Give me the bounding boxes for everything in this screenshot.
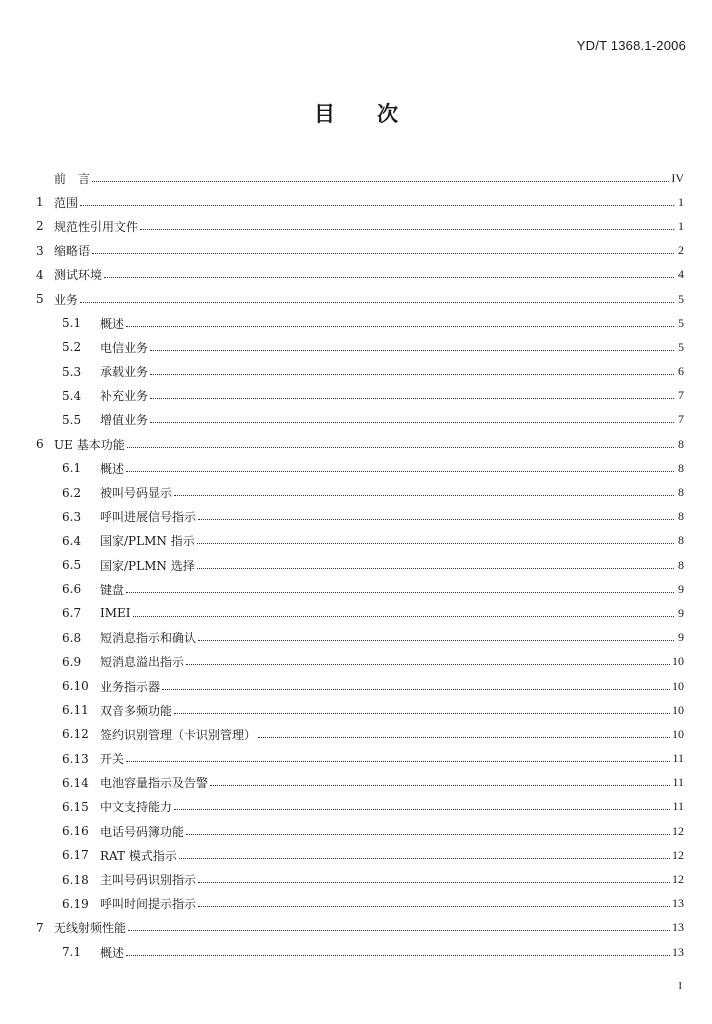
toc-entry-page: 11 (672, 775, 684, 790)
toc-entry-number: 6.7 (62, 606, 82, 621)
toc-entry (36, 505, 684, 529)
toc-entry-title: IMEI (100, 606, 131, 621)
dot-leader (186, 834, 670, 835)
toc-entry (36, 771, 684, 795)
toc-entry-title: 概述 (100, 945, 125, 960)
toc-entry-title: 测试环境 (54, 268, 103, 283)
toc-entry (36, 698, 684, 722)
dot-leader (126, 471, 674, 472)
toc-entry (36, 529, 684, 553)
toc-entry-number: 5.5 (62, 412, 82, 427)
toc-entry-page: 10 (672, 678, 684, 693)
toc-entry (36, 867, 684, 891)
toc-entry (36, 577, 684, 601)
toc-entry-title: 补充业务 (100, 389, 149, 404)
toc-entry (36, 819, 684, 843)
toc-entry-number: 6.16 (62, 824, 89, 839)
toc-entry (36, 190, 684, 214)
toc-entry (36, 940, 684, 964)
toc-entry-page: 4 (678, 267, 684, 282)
toc-entry (36, 360, 684, 384)
dot-leader (198, 906, 670, 907)
toc-entry (36, 553, 684, 577)
dot-leader (133, 616, 674, 617)
toc-entry-title: 前 言 (54, 171, 91, 186)
toc-entry-page: 8 (678, 509, 684, 524)
toc-entry-title: 概述 (100, 316, 125, 331)
toc-entry-page: 9 (678, 630, 684, 645)
toc-entry-page: 10 (672, 726, 684, 741)
toc-entry-page: 8 (678, 485, 684, 500)
toc-entry-page: 1 (678, 218, 684, 233)
toc-entry-number: 6 (36, 437, 44, 452)
toc-entry-page: 9 (678, 605, 684, 620)
dot-leader (128, 930, 670, 931)
toc-entry-number: 5.2 (62, 340, 82, 355)
dot-leader (210, 785, 670, 786)
toc-entry-page: 7 (678, 412, 684, 427)
toc-entry (36, 432, 684, 456)
dot-leader (174, 809, 670, 810)
toc-entry-title: 开关 (100, 752, 125, 767)
toc-entry-page: 13 (672, 920, 684, 935)
dot-leader (126, 955, 670, 956)
toc-entry-title: 无线射频性能 (54, 921, 127, 936)
toc-entry-title: 双音多频功能 (100, 703, 173, 718)
toc-entry-number: 6.4 (62, 533, 82, 548)
dot-leader (198, 882, 670, 883)
dot-leader (92, 253, 674, 254)
toc-entry-page: 1 (678, 194, 684, 209)
dot-leader (198, 519, 674, 520)
toc-entry (36, 456, 684, 480)
toc-entry-title: 业务 (54, 292, 79, 307)
toc-entry-number: 4 (36, 267, 44, 282)
toc-entry-page: 8 (678, 436, 684, 451)
toc-entry-title: 签约识别管理（卡识别管理） (100, 727, 257, 742)
dot-leader (174, 713, 670, 714)
dot-leader (174, 495, 674, 496)
toc-entry (36, 239, 684, 263)
toc-entry-title: 电话号码簿功能 (100, 824, 185, 839)
toc-entry-title: 缩略语 (54, 244, 91, 259)
toc-entry-page: 2 (678, 243, 684, 258)
dot-leader (80, 302, 674, 303)
toc-entry-page: 8 (678, 557, 684, 572)
toc-entry-page: 5 (678, 339, 684, 354)
toc-entry-number: 6.18 (62, 872, 89, 887)
toc-entry-title: UE 基本功能 (54, 437, 125, 452)
standard-code: YD/T 1368.1-2006 (576, 38, 686, 53)
toc-entry-title: 业务指示器 (100, 679, 161, 694)
toc-entry (36, 384, 684, 408)
dot-leader (126, 326, 674, 327)
toc-entry (36, 674, 684, 698)
toc-entry (36, 795, 684, 819)
toc-entry (36, 335, 684, 359)
dot-leader (150, 350, 674, 351)
toc-entry-page: 12 (672, 847, 684, 862)
dot-leader (140, 229, 674, 230)
dot-leader (186, 664, 670, 665)
toc-entry-number: 6.6 (62, 582, 82, 597)
toc-entry (36, 601, 684, 625)
toc-entry (36, 166, 684, 190)
toc-entry-title: 电池容量指示及告警 (100, 776, 209, 791)
toc-entry (36, 843, 684, 867)
toc-entry-title: RAT 模式指示 (100, 848, 177, 863)
dot-leader (80, 205, 674, 206)
toc-entry-title: 呼叫进展信号指示 (100, 510, 197, 525)
toc-entry-number: 6.2 (62, 485, 82, 500)
toc-entry-number: 3 (36, 243, 44, 258)
toc-entry-title: 电信业务 (100, 340, 149, 355)
toc-entry (36, 892, 684, 916)
dot-leader (197, 568, 674, 569)
toc-entry-number: 5.4 (62, 388, 82, 403)
toc-entry-number: 6.17 (62, 848, 89, 863)
toc-entry (36, 311, 684, 335)
toc-entry-title: 范围 (54, 195, 79, 210)
toc-entry-title: 国家/PLMN 指示 (100, 534, 195, 549)
toc-entry-title: 承载业务 (100, 365, 149, 380)
toc-entry-page: 11 (672, 751, 684, 766)
toc-entry-number: 6.15 (62, 799, 89, 814)
toc-entry-number: 1 (36, 195, 44, 210)
toc-entry-title: 呼叫时间提示指示 (100, 897, 197, 912)
toc-entry-page: 12 (672, 872, 684, 887)
toc-entry (36, 722, 684, 746)
toc-entry (36, 287, 684, 311)
toc-entry-number: 6.8 (62, 630, 82, 645)
toc-entry-page: 6 (678, 364, 684, 379)
toc-entry-page: 13 (672, 896, 684, 911)
toc-entry (36, 408, 684, 432)
toc-entry (36, 650, 684, 674)
dot-leader (150, 422, 674, 423)
toc-entry-page: 10 (672, 702, 684, 717)
toc-entry-number: 6.12 (62, 727, 89, 742)
toc-entry-title: 国家/PLMN 选择 (100, 558, 195, 573)
toc-entry-page: 5 (678, 315, 684, 330)
dot-leader (258, 737, 670, 738)
toc-entry-page: 11 (672, 799, 684, 814)
toc-entry-page: 5 (678, 291, 684, 306)
toc-entry-title: 被叫号码显示 (100, 486, 173, 501)
toc-entry-number: 7 (36, 920, 44, 935)
dot-leader (197, 543, 674, 544)
dot-leader (198, 640, 674, 641)
toc-entry-number: 6.10 (62, 679, 89, 694)
toc-entry-number: 5.1 (62, 316, 82, 331)
toc-entry-number: 6.11 (62, 703, 89, 718)
toc-entry-title: 短消息溢出指示 (100, 655, 185, 670)
toc-entry-title: 中文支持能力 (100, 800, 173, 815)
toc-entry-page: IV (671, 170, 684, 185)
dot-leader (92, 181, 669, 182)
dot-leader (126, 761, 670, 762)
dot-leader (127, 447, 674, 448)
toc-entry-number: 6.19 (62, 896, 89, 911)
toc-entry-page: 7 (678, 388, 684, 403)
dot-leader (104, 277, 674, 278)
page-title: 目 次 (314, 102, 398, 126)
toc-entry-number: 6.5 (62, 558, 82, 573)
toc-entry-page: 10 (672, 654, 684, 669)
toc-entry-number: 5.3 (62, 364, 82, 379)
toc-entry-number: 5 (36, 292, 44, 307)
toc-entry-title: 概述 (100, 461, 125, 476)
toc-entry (36, 480, 684, 504)
toc-entry-title: 键盘 (100, 582, 125, 597)
toc-entry (36, 916, 684, 940)
dot-leader (162, 689, 670, 690)
dot-leader (150, 374, 674, 375)
toc-entry-number: 6.14 (62, 775, 89, 790)
toc-entry-number: 2 (36, 219, 44, 234)
toc-entry-title: 增值业务 (100, 413, 149, 428)
dot-leader (150, 398, 674, 399)
toc-entry-number: 7.1 (62, 945, 82, 960)
toc-entry-number: 6.13 (62, 751, 89, 766)
toc-entry-page: 8 (678, 460, 684, 475)
toc-entry (36, 747, 684, 771)
toc-entry-number: 6.3 (62, 509, 82, 524)
toc-entry (36, 626, 684, 650)
dot-leader (179, 858, 670, 859)
toc-entry-title: 规范性引用文件 (54, 219, 139, 234)
toc-entry-title: 短消息指示和确认 (100, 631, 197, 646)
toc-entry-title: 主叫号码识别指示 (100, 873, 197, 888)
page-number: I (678, 980, 682, 992)
toc-entry-number: 6.9 (62, 654, 82, 669)
toc-entry-page: 9 (678, 581, 684, 596)
toc-entry-number: 6.1 (62, 461, 82, 476)
dot-leader (126, 592, 674, 593)
toc-entry-page: 8 (678, 533, 684, 548)
table-of-contents (36, 166, 684, 964)
toc-entry-page: 12 (672, 823, 684, 838)
toc-entry (36, 263, 684, 287)
toc-entry (36, 214, 684, 238)
toc-entry-page: 13 (672, 944, 684, 959)
